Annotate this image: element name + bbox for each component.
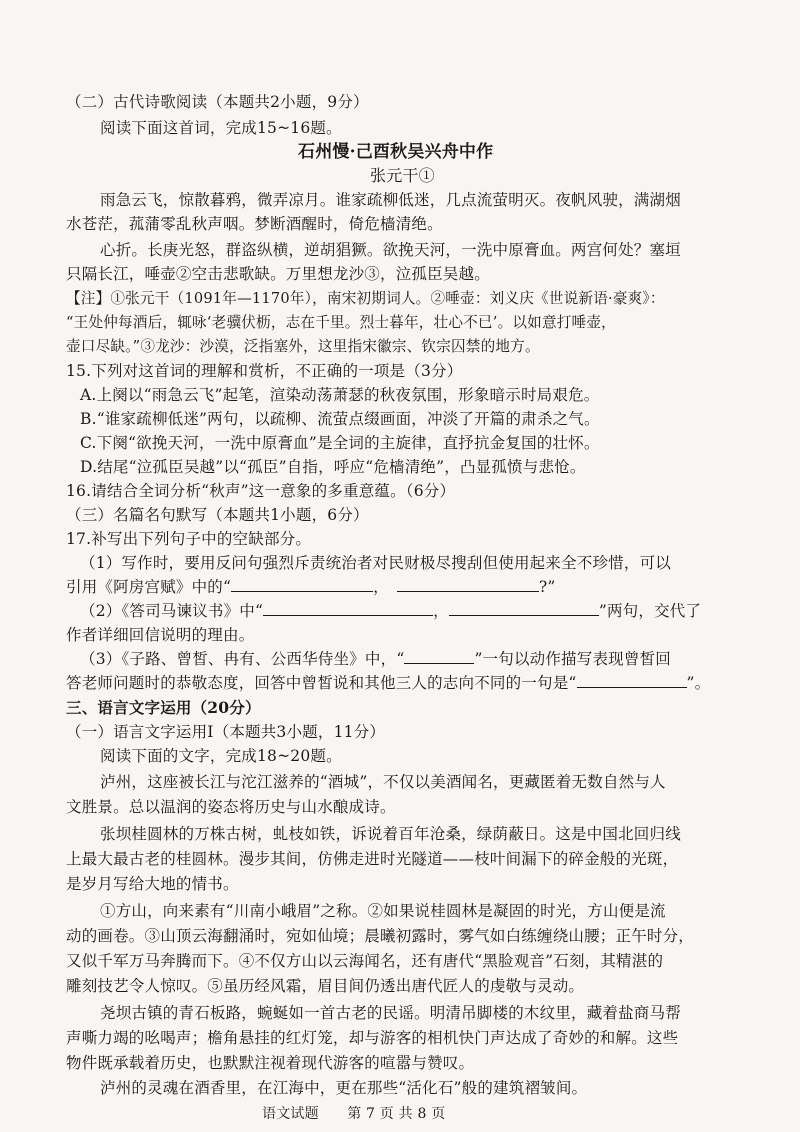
question-17-item-1: （1）写作时，要用反问句强烈斥责统治者对民财极尽搜刮但使用起来全不珍惜，可以 (80, 554, 671, 572)
passage-line: 上最大最古老的桂圆林。漫步其间，仿佛走进时光隧道——枝叶间漏下的碎金般的光斑， (66, 850, 679, 868)
answer-blank[interactable] (449, 601, 599, 616)
question-17-item-2 (80, 601, 701, 621)
subsection-heading: （一）语言文字运用Ⅰ（本题共3小题，11分） (66, 723, 386, 741)
question-17-item-2-cont: 作者详细回信说明的理由。 (66, 626, 255, 644)
question-15-option: B.“谁家疏柳低迷”两句，以疏柳、流萤点缀画面，冲淡了开篇的肃杀之气。 (80, 410, 600, 428)
passage-line: 雕刻技艺令人惊叹。⑤虽历经风霜，眉目间仍透出唐代匠人的虔敬与灵动。 (66, 977, 585, 995)
poem-author: 张元干① (370, 166, 435, 185)
poem-note: “王处仲每酒后，辄咏‘老骥伏枥，志在千里。烈士暮年，壮心不已’。以如意打唾壶， (66, 314, 616, 331)
passage-line: 张坝桂圆林的万株古树，虬枝如铁，诉说着百年沧桑，绿荫蔽日。这是中国北回归线 (100, 825, 681, 843)
blank-separator: ， (433, 602, 449, 620)
blank-separator: ， (373, 578, 389, 596)
poem-line: 只隔长江，唾壶②空击悲歌缺。万里想龙沙③，泣孤臣吴越。 (66, 265, 490, 283)
part-heading-language: 三、语言文字运用（20分） (66, 698, 261, 717)
blank-prefix: 引用《阿房宫赋》中的“ (66, 578, 232, 596)
blank-suffix: ”。 (686, 674, 711, 692)
section-heading-recitation: （三）名篇名句默写（本题共1小题，6分） (66, 506, 369, 524)
answer-blank[interactable] (263, 601, 433, 616)
poem-line: 水苍茫，菰蒲零乱秋声咽。梦断酒醒时，倚危樯清绝。 (66, 215, 443, 233)
blank-suffix: ?” (538, 578, 556, 596)
passage-instruction: 阅读下面的文字，完成18~20题。 (100, 747, 342, 765)
passage-line: 泸州的灵魂在酒香里，在江海中，更在那些“活化石”般的建筑褶皱间。 (100, 1079, 588, 1097)
blank-suffix: ”两句，交代了 (598, 602, 702, 620)
blank-prefix: （2）《答司马谏议书》中“ (80, 602, 264, 620)
passage-line: 又似千军万马奔腾而下。④不仅方山以云海闻名，还有唐代“黑脸观音”石刻，其精湛的 (66, 952, 664, 970)
answer-blank[interactable] (397, 577, 539, 592)
passage-line: 动的画卷。③山顶云海翻涌时，宛如仙境；晨曦初露时，雾气如白练缠绕山腰；正午时分， (66, 927, 695, 945)
question-15-option: D.结尾“泣孤臣吴越”以“孤臣”自指，呼应“危樯清绝”，凸显孤愤与悲怆。 (80, 458, 586, 476)
answer-blank[interactable] (231, 577, 373, 592)
question-17-item-3-cont (66, 673, 710, 693)
question-17-item-1-blanks (66, 577, 555, 597)
answer-blank[interactable] (577, 673, 687, 688)
poem-instruction: 阅读下面这首词，完成15~16题。 (100, 119, 342, 137)
poem-line: 雨急云飞，惊散暮鸦，微弄凉月。谁家疏柳低迷，几点流萤明灭。夜帆风驶，满湖烟 (100, 191, 681, 209)
question-17-stem: 17.补写出下列句子中的空缺部分。 (66, 530, 312, 548)
section-heading-poetry: （二）古代诗歌阅读（本题共2小题，9分） (66, 93, 369, 111)
question-17-item-3 (80, 649, 671, 669)
passage-line: 尧坝古镇的青石板路，蜿蜒如一首古老的民谣。明清吊脚楼的木纹里，藏着盐商马帮 (100, 1004, 681, 1022)
poem-title: 石州慢·己酉秋吴兴舟中作 (298, 142, 494, 162)
answer-blank[interactable] (404, 649, 474, 664)
poem-note: 壶口尽缺。”③龙沙：沙漠，泛指塞外，这里指宋徽宗、钦宗囚禁的地方。 (66, 338, 540, 355)
question-16: 16.请结合全词分析“秋声”这一意象的多重意蕴。（6分） (66, 482, 456, 500)
poem-line: 心折。长庚光怒，群盗纵横，逆胡猖獗。欲挽天河，一洗中原膏血。两宫何处？塞垣 (100, 241, 681, 259)
passage-line: 是岁月写给大地的情书。 (66, 875, 239, 893)
passage-line: 声嘶力竭的吆喝声；檐角悬挂的红灯笼，却与游客的相机快门声达成了奇妙的和解。这些 (66, 1029, 679, 1047)
blank-prefix: （3）《子路、曾皙、冉有、公西华侍坐》中，“ (80, 650, 405, 668)
question-15-stem: 15.下列对这首词的理解和赏析，不正确的一项是（3分） (66, 362, 463, 380)
passage-line: 文胜景。总以温润的姿态将历史与山水酿成诗。 (66, 798, 396, 816)
question-15-option: A.上阕以“雨急云飞”起笔，渲染动荡萧瑟的秋夜氛围，形象暗示时局艰危。 (80, 386, 600, 404)
blank-suffix: ”一句以动作描写表现曾皙回 (474, 650, 671, 668)
poem-note: 【注】①张元干（1091年—1170年），南宋初期词人。②唾壶：刘义庆《世说新语·豪爽》： (66, 290, 665, 307)
passage-line: ①方山，向来素有“川南小峨眉”之称。②如果说桂圆林是凝固的时光，方山便是流 (100, 902, 666, 920)
page-footer: 语文试题 第 7 页 共 8 页 (262, 1106, 446, 1122)
question-15-option: C.下阕“欲挽天河，一洗中原膏血”是全词的主旋律，直抒抗金复国的壮怀。 (80, 434, 600, 452)
blank-prefix: 答老师问题时的恭敬态度，回答中曾皙说和其他三人的志向不同的一句是“ (66, 674, 577, 692)
passage-line: 泸州，这座被长江与沱江滋养的“酒城”，不仅以美酒闻名，更藏匿着无数自然与人 (100, 773, 666, 791)
passage-line: 物件既承载着历史，也默默注视着现代游客的喧嚣与赞叹。 (66, 1054, 475, 1072)
